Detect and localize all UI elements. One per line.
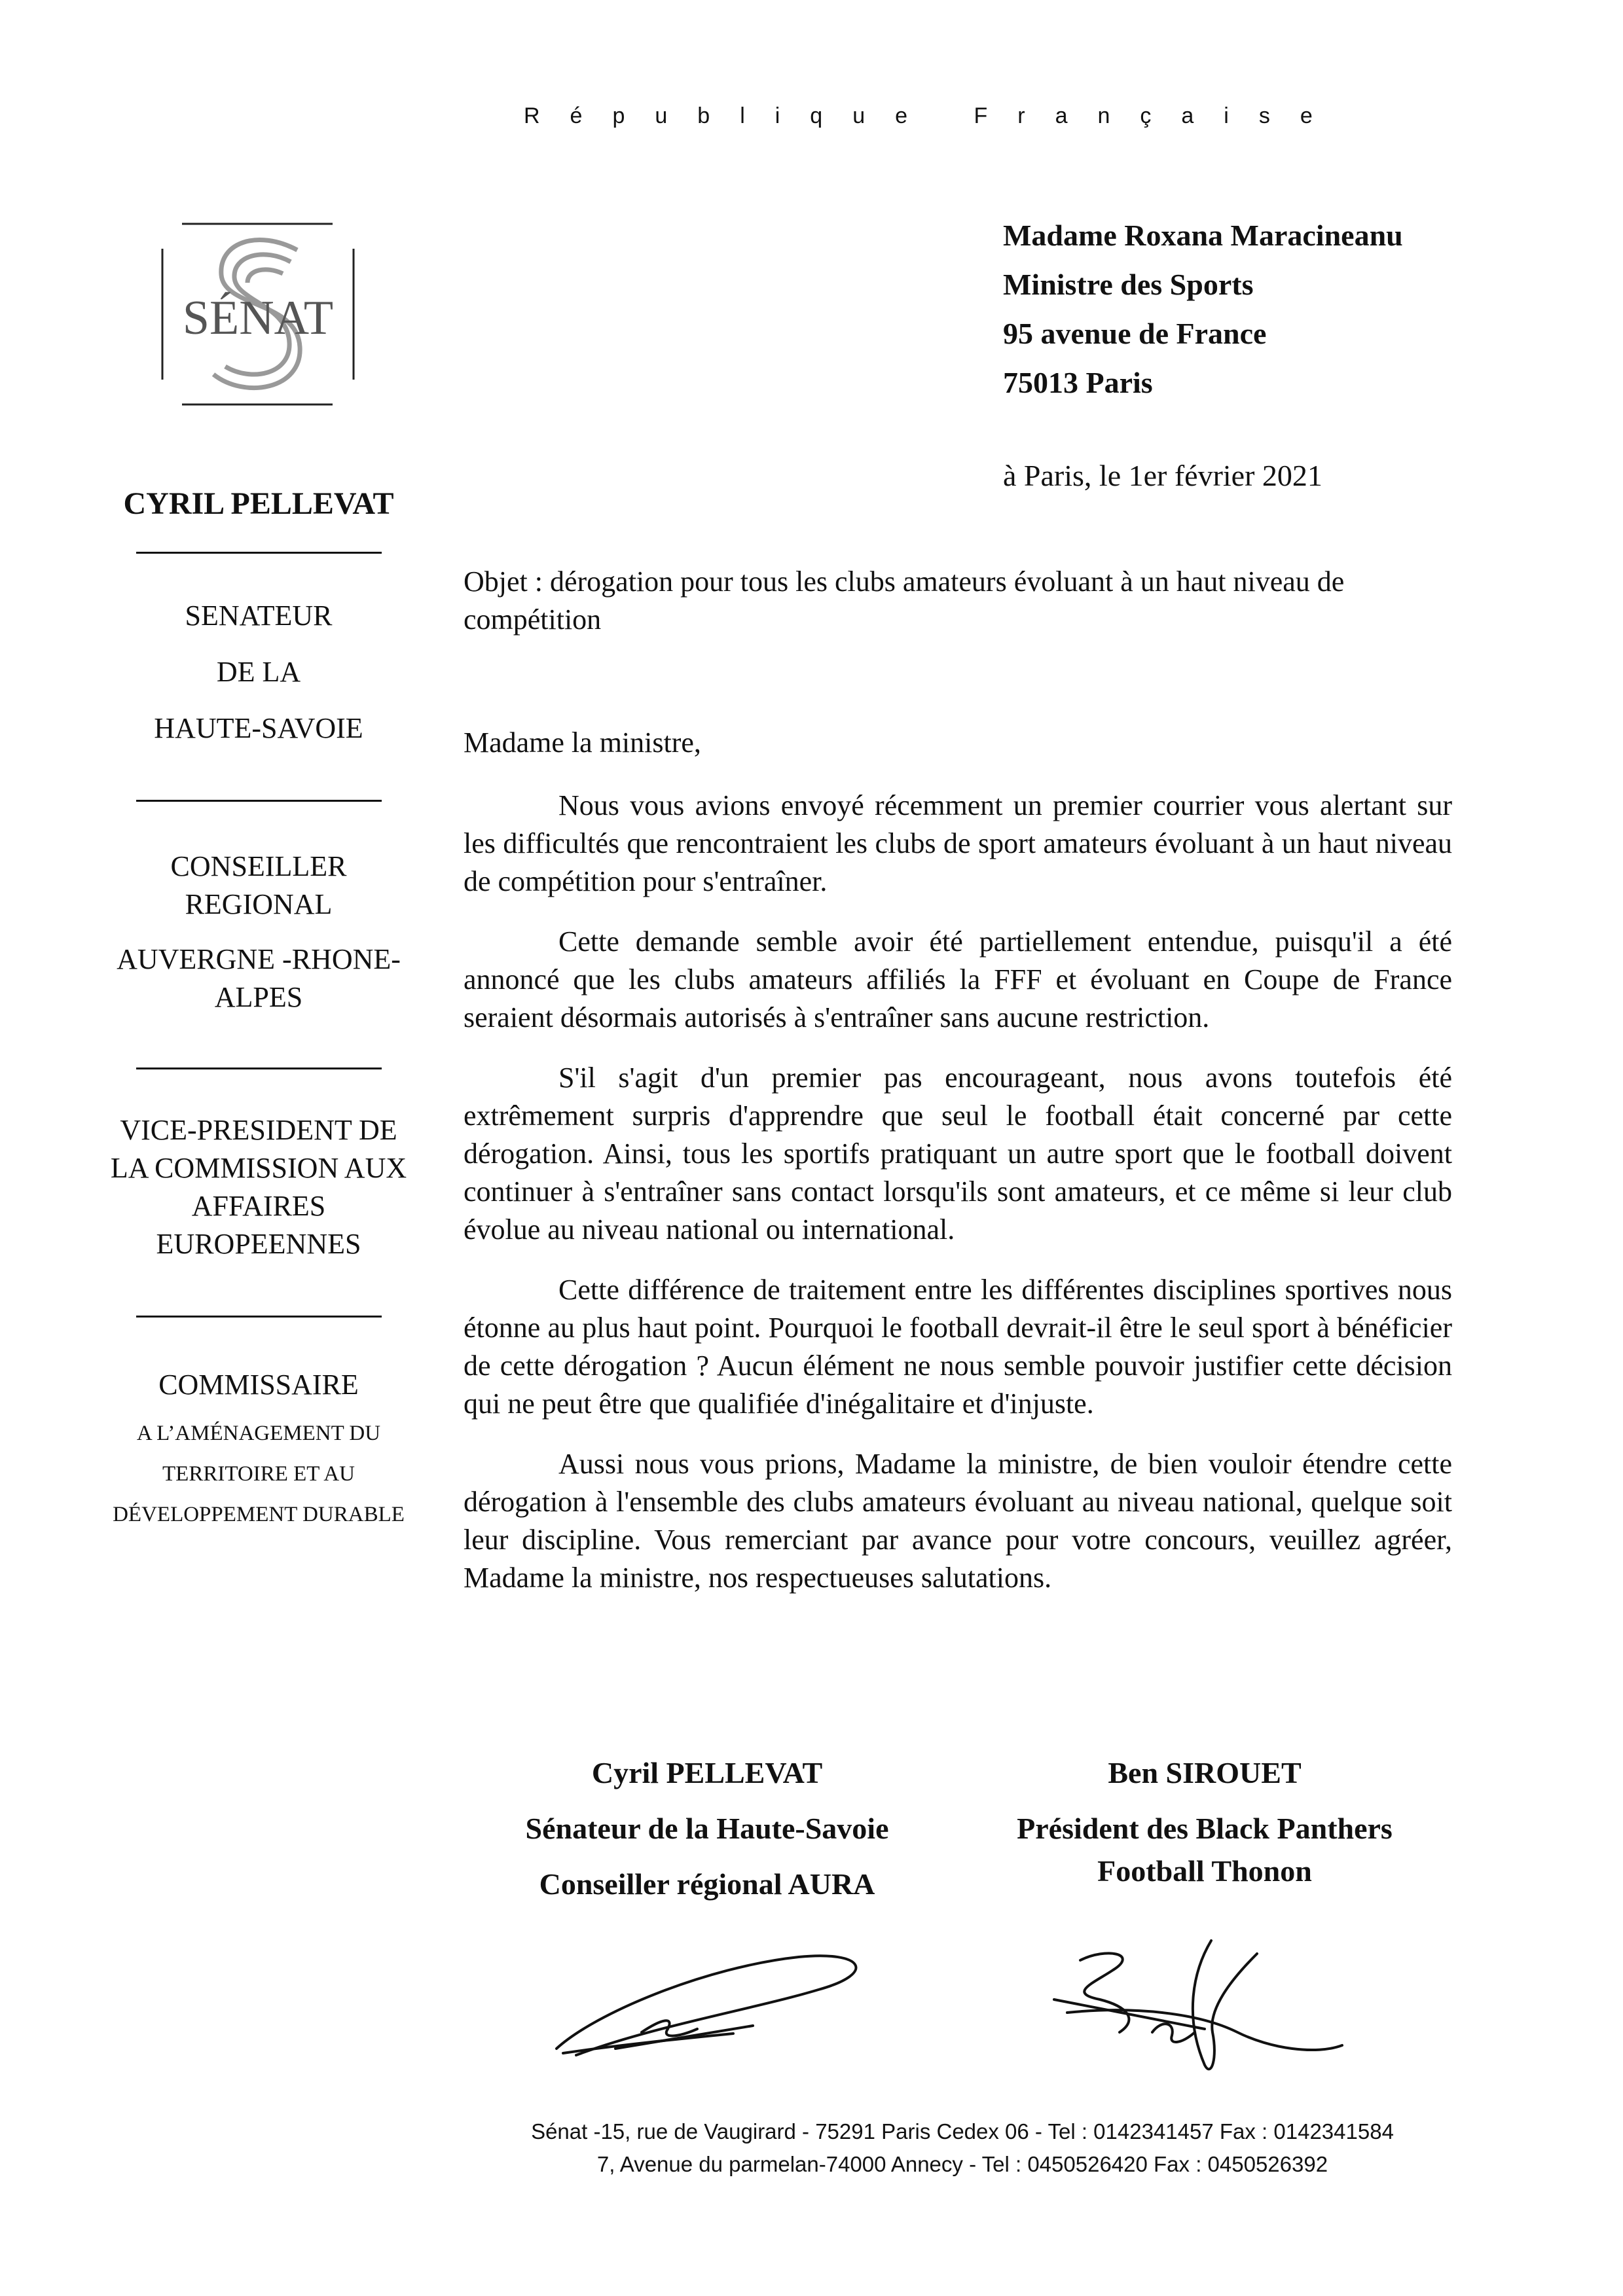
commissaire-title: COMMISSAIRE bbox=[158, 1369, 359, 1401]
recipient-address bbox=[1003, 211, 1403, 407]
svg-text:SÉNAT: SÉNAT bbox=[182, 291, 334, 345]
recipient-name: Madame Roxana Maracineanu bbox=[1003, 219, 1403, 252]
commissaire-line: A L’AMÉNAGEMENT DU bbox=[136, 1422, 381, 1445]
letter-body bbox=[464, 563, 1452, 1597]
vice-line: LA COMMISSION AUX bbox=[110, 1152, 407, 1184]
divider bbox=[136, 1316, 382, 1318]
senateur-block bbox=[85, 588, 432, 757]
letter-paragraph: S'il s'agit d'un premier pas encourageant, nous avons toutefois été extrêmement surpris d'apprendre que seul le football était concerné par cette dérogation. Ainsi, tous les sportifs pratiquant un autre sport que le football doivent continuer à s'entraîner sans contact lorsqu'ils sont amateurs, et ce même si leur club évolue au niveau national ou international. bbox=[464, 1062, 1452, 1246]
conseiller-line: REGIONAL bbox=[185, 888, 333, 920]
senat-logo bbox=[160, 223, 356, 406]
sender-sidebar bbox=[85, 486, 432, 1535]
letter-paragraph: Nous vous avions envoyé récemment un premier courrier vous alertant sur les difficultés que rencontraient les clubs de sport amateurs évoluant à un haut niveau de compétition pour s'entraîner. bbox=[464, 789, 1452, 897]
commissaire-line: DÉVELOPPEMENT DURABLE bbox=[113, 1503, 405, 1526]
divider bbox=[136, 1067, 382, 1069]
vice-line: AFFAIRES bbox=[191, 1190, 326, 1222]
letter-paragraph: Aussi nous vous prions, Madame la ministre, de bien vouloir étendre cette dérogation à l'ensemble des clubs amateurs évoluant au niveau national, quelque soit leur discipline. Vous remerciant par avance pour votre concours, veuillez agréer, Madame la ministre, nos respectueuses salutations. bbox=[464, 1448, 1452, 1594]
signature-right bbox=[976, 1751, 1434, 1892]
signature-scribble-left-icon bbox=[537, 1941, 903, 2072]
footer-address-paris: Sénat -15, rue de Vaugirard - 75291 Paris Cedex 06 - Tel : 0142341457 Fax : 0142341584 bbox=[531, 2119, 1394, 2144]
recipient-street: 95 avenue de France bbox=[1003, 317, 1267, 350]
senateur-line: DE LA bbox=[216, 656, 301, 688]
commissaire-line: TERRITOIRE ET AU bbox=[162, 1462, 355, 1486]
signature-left bbox=[471, 1751, 943, 1905]
signer-name: Cyril PELLEVAT bbox=[591, 1756, 823, 1789]
signer-title: Sénateur de la Haute-Savoie bbox=[525, 1812, 889, 1845]
vice-line: EUROPEENNES bbox=[156, 1228, 361, 1260]
letter-objet: Objet : dérogation pour tous les clubs amateurs évoluant à un haut niveau de compétition bbox=[464, 565, 1345, 636]
sender-name: CYRIL PELLEVAT bbox=[123, 486, 394, 521]
recipient-title: Ministre des Sports bbox=[1003, 268, 1254, 301]
conseiller-line: ALPES bbox=[214, 981, 303, 1013]
footer-address-annecy: 7, Avenue du parmelan-74000 Annecy - Tel : 0450526420 Fax : 0450526392 bbox=[596, 2152, 1328, 2176]
letter-salutation: Madame la ministre, bbox=[464, 726, 701, 759]
signer-title: Président des Black Panthers bbox=[1017, 1812, 1393, 1845]
conseiller-block bbox=[85, 848, 432, 1016]
letter-paragraph: Cette différence de traitement entre les différentes disciplines sportives nous étonne au plus haut point. Pourquoi le football devrait-il être le seul sport à bénéficier de cette dérogation ? Aucun élément ne nous semble pouvoir justifier cette décision qui ne peut être que qualifiée d'inégalitaire et d'injuste. bbox=[464, 1274, 1452, 1420]
letter-paragraph: Cette demande semble avoir été partiellement entendue, puisqu'il a été annoncé que les clubs amateurs affiliés la FFF et évoluant en Coupe de France seraient désormais autorisés à s'entraîner sans aucune restriction. bbox=[464, 925, 1452, 1033]
signer-title: Football Thonon bbox=[1097, 1854, 1312, 1888]
recipient-city: 75013 Paris bbox=[1003, 366, 1153, 399]
vice-line: VICE-PRESIDENT DE bbox=[120, 1114, 397, 1146]
conseiller-line: CONSEILLER bbox=[170, 850, 347, 882]
senat-logo-icon bbox=[160, 223, 356, 406]
letter-date: à Paris, le 1er février 2021 bbox=[1003, 459, 1322, 492]
commissaire-block bbox=[85, 1366, 432, 1535]
footer bbox=[458, 2115, 1467, 2181]
divider bbox=[136, 800, 382, 802]
republique-header: République Française bbox=[524, 103, 1343, 128]
signer-title: Conseiller régional AURA bbox=[539, 1867, 875, 1901]
signer-name: Ben SIROUET bbox=[1108, 1756, 1302, 1789]
conseiller-line: AUVERGNE -RHONE- bbox=[117, 943, 401, 975]
senateur-line: HAUTE-SAVOIE bbox=[154, 712, 363, 744]
divider bbox=[136, 552, 382, 554]
signature-scribble-right-icon bbox=[1041, 1934, 1355, 2085]
vice-president-block bbox=[85, 1111, 432, 1263]
senateur-line: SENATEUR bbox=[185, 600, 333, 632]
